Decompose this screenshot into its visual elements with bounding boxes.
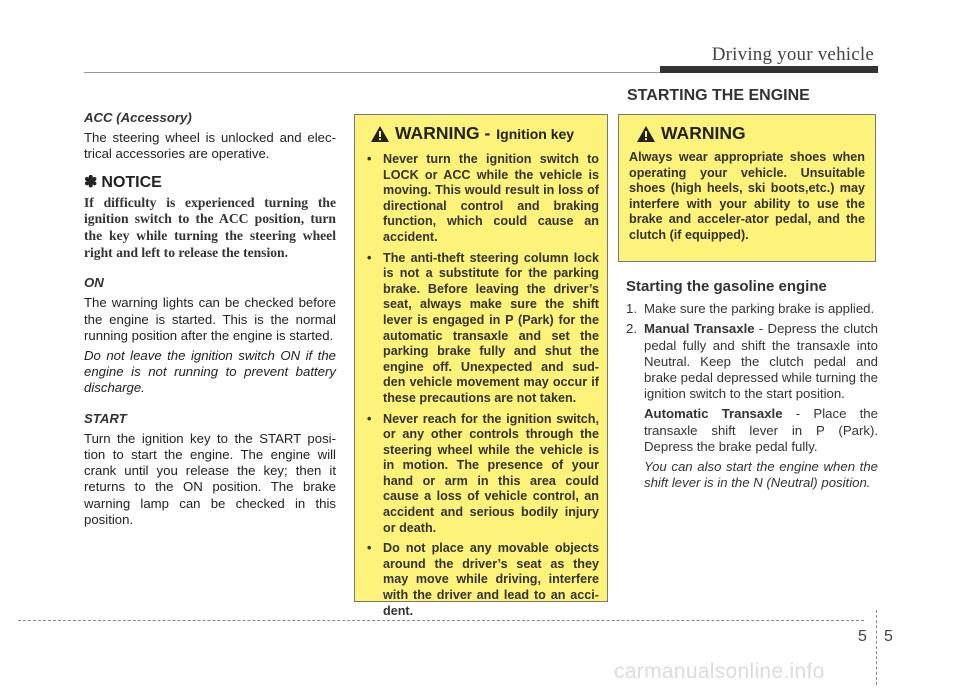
warning-list <box>363 152 599 619</box>
step-2 <box>616 321 878 491</box>
list-item: • Never turn the ignition switch to LOCK or ACC while the vehicle is moving. This would result in loss of directional control and braking function, which could cause an accident. <box>367 152 599 244</box>
warning-title-row <box>637 123 865 144</box>
start-paragraph: Turn the ignition key to the START posi-tion to start the engine. The engine will crank until you release the key; then it returns to the ON position. The brake warning lamp can be checked in this position. <box>84 430 336 527</box>
step-text: - Place the transaxle shift lever in P (Park). Depress the brake pedal fully. <box>644 406 878 454</box>
bullet: • <box>367 152 372 166</box>
on-italic-note: Do not leave the ignition switch ON if the engine is not running to prevent battery discharge. <box>84 348 336 396</box>
step-label-manual: Manual Transaxle <box>644 321 755 337</box>
start-subheading: START <box>84 410 127 426</box>
warning-title-row <box>371 123 599 144</box>
header-rule-thin <box>84 72 662 73</box>
step-text: Make sure the parking brake is applied. <box>644 301 875 317</box>
notice-title: NOTICE <box>101 173 162 191</box>
footer-vertical-divider <box>876 610 878 685</box>
acc-paragraph: The steering wheel is unlocked and elec-trical accessories are operative. <box>84 130 336 162</box>
warning-box-shoes <box>618 114 876 262</box>
step-italic-note: You can also start the engine when the shift lever is in the N (Neutral) position. <box>644 459 878 491</box>
warning-title: WARNING <box>661 123 746 143</box>
watermark: carmanualsonline.info <box>614 660 825 683</box>
notice-heading <box>84 175 336 191</box>
step-text: - Depress the clutch pedal fully and shift the transaxle into Neutral. Keep the clutch pedal and brake pedal depressed while turning the ignition switch to the start position. <box>644 321 879 402</box>
warning-box-ignition-key <box>354 114 608 618</box>
list-item: • The anti-theft steering column lock is not a substitute for the parking brake. Before leaving the driver’s seat, always make sure the shift lever is engaged in P (Park) for the automatic transaxle and set the parking brake fully and shut the engine off. Unexpected and sud-den vehicle movement may occur if these precautions are not taken. <box>367 250 599 405</box>
warning-triangle-icon <box>637 126 655 142</box>
bullet: • <box>367 250 372 265</box>
warning-text: Always wear appropriate shoes when operating your vehicle. Unsuitable shoes (high heels, ski boots,etc.) may interfere with your ability to use the brake and acceler-ator pedal, and the clutch (if equipped). <box>629 150 865 242</box>
step-number: 1. <box>626 301 637 317</box>
header-title: Driving your vehicle <box>711 44 874 65</box>
notice-text: If difficulty is experienced turning the ignition switch to the ACC position, turn the key while turning the steering wheel right and left to release the tension. <box>84 194 336 260</box>
warning-title: WARNING - <box>395 123 491 143</box>
list-item: • Never reach for the ignition switch, or any other controls through the steering wheel while the vehicle is in motion. The presence of your hand or arm in this area could cause a loss of vehicle control, an accident and serious bodily injury or death. <box>367 411 599 535</box>
on-subheading: ON <box>84 275 104 291</box>
page-number-chapter: 5 <box>858 628 867 645</box>
section-title: STARTING THE ENGINE <box>627 87 810 104</box>
step-1 <box>616 301 878 317</box>
acc-subheading: ACC (Accessory) <box>84 110 192 125</box>
on-paragraph: The warning lights can be checked before the engine is started. This is the normal running position after the engine is started. <box>84 295 336 343</box>
notice-star-icon: ✽ <box>84 173 98 191</box>
left-column <box>84 110 336 528</box>
step-automatic <box>644 406 878 455</box>
warning-subtitle: Ignition key <box>496 125 575 142</box>
footer-divider <box>18 620 864 621</box>
page-number-page: 5 <box>884 628 893 645</box>
warning-triangle-icon <box>371 126 389 142</box>
right-column <box>616 279 878 495</box>
bullet: • <box>367 541 372 556</box>
header-rule-thick <box>660 66 878 73</box>
bullet: • <box>367 411 372 426</box>
step-number: 2. <box>626 321 637 337</box>
step-label-automatic: Automatic Transaxle <box>644 406 783 422</box>
gasoline-heading: Starting the gasoline engine <box>626 278 827 295</box>
list-item: • Do not place any movable objects around the driver’s seat as they may move while driving, interfere with the driver and lead to an acci-dent. <box>367 541 599 618</box>
